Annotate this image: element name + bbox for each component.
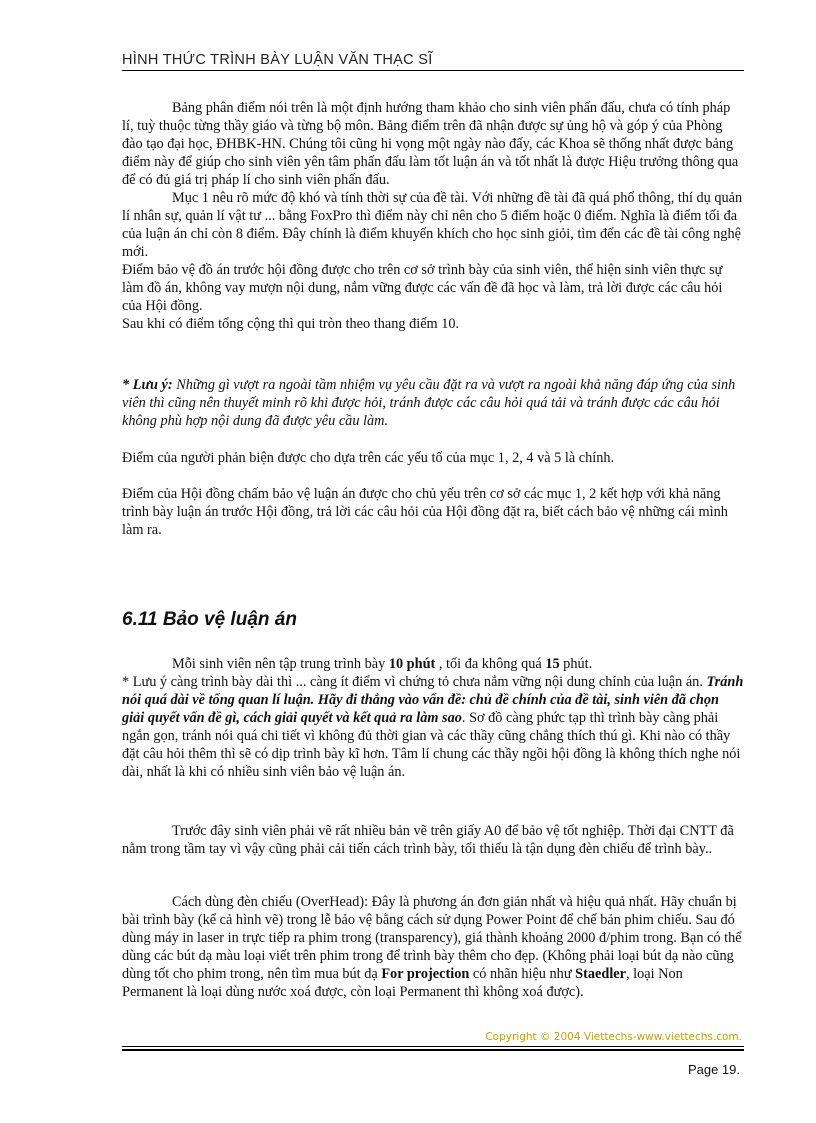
paragraph-defense-score: Điểm bảo vệ đồ án trước hội đồng được cho trên cơ sở trình bày của sinh viên, thể hiện sinh viên thực sự làm đồ án, không vay mượn nội dung, nắm vững được các vấn đề đã học và làm, trả lời được các câu hỏi của Hội đồng. (122, 262, 723, 314)
paragraph-presentation-advice: * Lưu ý càng trình bày dài thì ... càng ít điểm vì chứng tỏ chưa nắm vững nội dung chính của luận án. Tránh nói quá dài về tổng quan lí luận. Hãy đi thẳng vào vấn đề: chủ đề chính của đề tài, sinh viên đã chọn giải quyết vấn đề gì, cách giải quyết và kết quả ra làm sao. Sơ đồ càng phức tạp thì trình bày càng phải ngắn gọn, tránh nói quá chi tiết vì không đủ thời gian và các thầy cũng chẳng thích thú gì. Khi nào có thầy đặt câu hỏi thêm thì sẽ có dịp trình bày kĩ hơn. Tâm lí chung các thầy ngồi hội đồng là không thích nghe nói dài, nhất là khi có nhiều sinh viên bảo vệ luận án. (122, 674, 744, 780)
paragraph-presentation-time: Mỗi sinh viên nên tập trung trình bày 10 phút , tối đa không quá 15 phút. (172, 656, 593, 672)
footer-divider-thick (122, 1049, 744, 1051)
paragraph-grading-guidance: Bảng phân điểm nói trên là một định hướng tham khảo cho sinh viên phấn đấu, chưa có tính pháp lí, tuỳ thuộc từng thầy giáo và từng bộ môn. Bảng điểm trên đã nhận được sự ủng hộ và góp ý của Phòng đào tạo đại học, ĐHBK-HN. Chúng tôi cũng hi vọng một ngày nào đấy, các Khoa sẽ thống nhất được bảng điểm này để giúp cho sinh viên yên tâm phấn đấu làm tốt luận án và tốt nhất là được Hiệu trưởng thông qua để có đủ giá trị pháp lí cho sinh viên phấn đấu. (122, 100, 739, 188)
footer-divider-thin (122, 1046, 744, 1047)
paragraph-reviewer-score: Điểm của người phản biện được cho dựa trên các yếu tố của mục 1, 2, 4 và 5 là chính. (122, 450, 615, 466)
section-thesis-defense (122, 655, 744, 781)
header-divider (122, 70, 744, 71)
section-grading-notes (122, 99, 744, 333)
copyright-notice: Copyright © 2004 Viettechs-www.viettechs.com. (485, 1031, 742, 1043)
paragraph-rounding: Sau khi có điểm tổng cộng thì qui tròn theo thang điểm 10. (122, 316, 460, 332)
paragraph-reviewer-score-block (122, 449, 744, 467)
paragraph-council-score-block (122, 485, 744, 539)
page-number: Page 19. (687, 1062, 740, 1077)
paragraph-drawings-block (122, 822, 744, 858)
note-paragraph (122, 376, 744, 430)
paragraph-item-1-difficulty: Mục 1 nêu rõ mức độ khó và tính thời sự của đề tài. Với những đề tài đã quá phổ thông, thí dụ quản lí nhân sự, quản lí vật tư ... bằng FoxPro thì điểm này chỉ nên cho 5 điểm hoặc 0 điểm. Nghĩa là điểm tối đa của luận án chỉ còn 8 điểm. Đây chính là điểm khuyến khích cho học sinh giỏi, tìm đến các đề tài công nghệ mới. (122, 190, 743, 260)
note-label: * Lưu ý: (122, 377, 173, 393)
running-header-title: HÌNH THỨC TRÌNH BÀY LUẬN VĂN THẠC SĨ (122, 52, 433, 68)
note-text: Những gì vượt ra ngoài tầm nhiệm vụ yêu cầu đặt ra và vượt ra ngoài khả năng đáp ứng của sinh viên thì cũng nên thuyết minh rõ khi được hỏi, tránh được các câu hỏi quá tải và tránh được các câu hỏi không phù hợp nội dung đã được yêu cầu làm. (122, 377, 736, 429)
paragraph-overhead-block (122, 893, 744, 1001)
paragraph-council-score: Điểm của Hội đồng chấm bảo vệ luận án được cho chủ yếu trên cơ sở các mục 1, 2 kết hợp với khả năng trình bày luận án trước Hội đồng, trả lời các câu hỏi của Hội đồng đặt ra, biết cách bảo vệ những cái mình làm ra. (122, 486, 728, 538)
section-heading: 6.11 Bảo vệ luận án (122, 609, 297, 630)
paragraph-drawings: Trước đây sinh viên phải vẽ rất nhiều bản vẽ trên giấy A0 để bảo vệ tốt nghiệp. Thời đại CNTT đã nằm trong tầm tay vì vậy cũng phải cải tiến cách trình bày, tối thiểu là tận dụng đèn chiếu để trình bày.. (122, 823, 734, 857)
note-block (122, 376, 744, 430)
paragraph-overhead: Cách dùng đèn chiếu (OverHead): Đây là phương án đơn giản nhất và hiệu quả nhất. Hãy chuẩn bị bài trình bày (kể cả hình vẽ) trong lễ bảo vệ bằng cách sử dụng Power Point để chế bản phim chiếu. Sau đó dùng máy in laser in trực tiếp ra phim trong (transparency), giá thành khoảng 2000 đ/phim trong. Bạn có thể dùng các bút dạ màu loại viết trên phim trong để trình bày thêm cho đẹp. (Không phải loại bút dạ nào cũng dùng tốt cho phim trong, nên tìm mua bút dạ For projection có nhãn hiệu như Staedler, loại Non Permanent là loại dùng nước xoá được, còn loại Permanent thì không xoá được). (122, 894, 742, 1000)
